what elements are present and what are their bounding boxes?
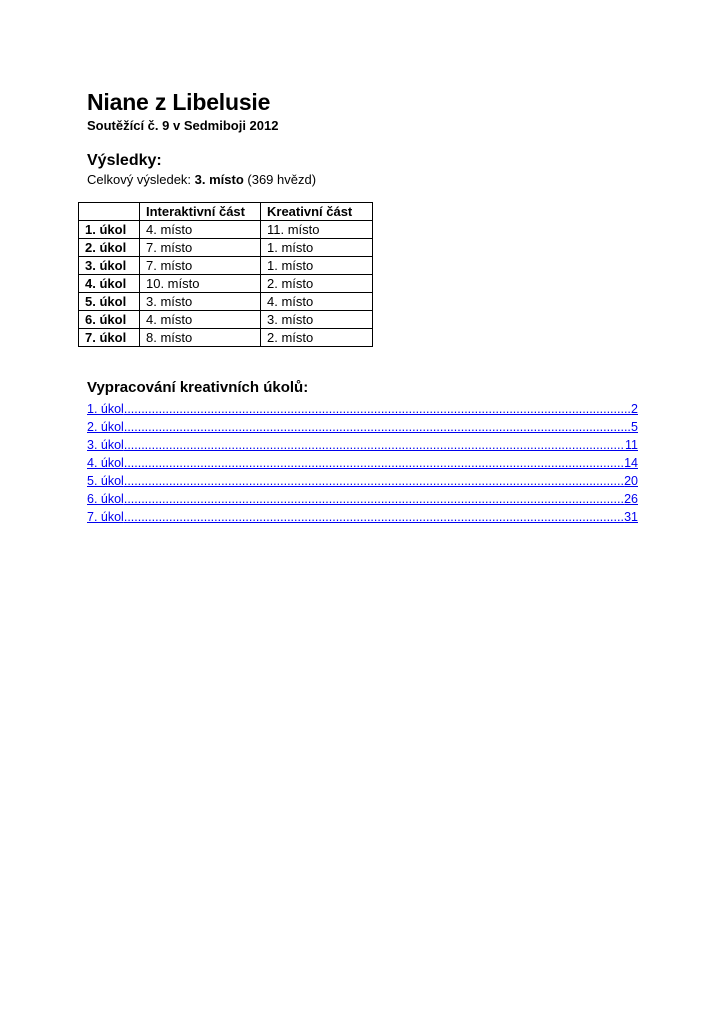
- toc-page-number: 14: [624, 456, 638, 470]
- table-cell-interactive: 10. místo: [140, 275, 261, 293]
- table-cell-interactive: 3. místo: [140, 293, 261, 311]
- toc-page-number: 11: [625, 438, 638, 452]
- toc-page-number: 2: [631, 402, 638, 416]
- table-cell-creative: 1. místo: [261, 239, 373, 257]
- toc-page-number: 5: [631, 420, 638, 434]
- table-cell-task: 5. úkol: [79, 293, 140, 311]
- toc-link-label: 1. úkol: [87, 402, 124, 416]
- toc-link-task-2[interactable]: [87, 418, 638, 436]
- toc-dot-leader: [124, 436, 625, 454]
- overall-result: [87, 171, 638, 189]
- table-cell-creative: 2. místo: [261, 275, 373, 293]
- table-row: [79, 311, 373, 329]
- table-cell-task: 1. úkol: [79, 221, 140, 239]
- table-row: [79, 239, 373, 257]
- table-of-contents: [87, 400, 638, 526]
- results-table: [78, 202, 373, 347]
- table-cell-interactive: 4. místo: [140, 311, 261, 329]
- toc-dot-leader: [124, 418, 631, 436]
- toc-link-task-3[interactable]: [87, 436, 638, 454]
- toc-link-label: 3. úkol: [87, 438, 124, 452]
- document-page: [87, 88, 638, 526]
- table-header-cell-creative: Kreativní část: [261, 203, 373, 221]
- toc-dot-leader: [124, 400, 631, 418]
- table-row: [79, 329, 373, 347]
- table-row: [79, 221, 373, 239]
- table-header-cell-interactive: Interaktivní část: [140, 203, 261, 221]
- table-cell-interactive: 4. místo: [140, 221, 261, 239]
- table-cell-interactive: 7. místo: [140, 257, 261, 275]
- table-cell-creative: 4. místo: [261, 293, 373, 311]
- table-row: [79, 275, 373, 293]
- table-cell-task: 4. úkol: [79, 275, 140, 293]
- toc-link-task-5[interactable]: [87, 472, 638, 490]
- toc-link-label: 6. úkol: [87, 492, 124, 506]
- table-row: [79, 257, 373, 275]
- table-cell-task: 7. úkol: [79, 329, 140, 347]
- toc-link-label: 5. úkol: [87, 474, 124, 488]
- toc-dot-leader: [124, 490, 624, 508]
- overall-result-prefix: Celkový výsledek:: [87, 172, 195, 187]
- results-heading: Výsledky:: [87, 152, 162, 169]
- table-cell-creative: 11. místo: [261, 221, 373, 239]
- toc-page-number: 20: [624, 474, 638, 488]
- table-cell-creative: 1. místo: [261, 257, 373, 275]
- table-cell-interactive: 8. místo: [140, 329, 261, 347]
- toc-link-label: 2. úkol: [87, 420, 124, 434]
- table-row: [79, 293, 373, 311]
- table-cell-creative: 2. místo: [261, 329, 373, 347]
- table-cell-task: 3. úkol: [79, 257, 140, 275]
- table-cell-creative: 3. místo: [261, 311, 373, 329]
- toc-page-number: 31: [624, 510, 638, 524]
- toc-dot-leader: [124, 508, 624, 526]
- table-cell-interactive: 7. místo: [140, 239, 261, 257]
- toc-link-task-7[interactable]: [87, 508, 638, 526]
- table-header-cell-task: [79, 203, 140, 221]
- document-title: Niane z Libelusie: [87, 89, 271, 115]
- toc-page-number: 26: [624, 492, 638, 506]
- overall-result-suffix: (369 hvězd): [243, 172, 317, 187]
- toc-link-task-1[interactable]: [87, 400, 638, 418]
- table-cell-task: 6. úkol: [79, 311, 140, 329]
- toc-link-label: 4. úkol: [87, 456, 124, 470]
- toc-dot-leader: [124, 454, 624, 472]
- overall-result-place: 3. místo: [194, 172, 244, 187]
- creative-heading: Vypracování kreativních úkolů:: [87, 379, 309, 396]
- table-header-row: [79, 203, 373, 221]
- toc-link-task-6[interactable]: [87, 490, 638, 508]
- table-cell-task: 2. úkol: [79, 239, 140, 257]
- document-subtitle: Soutěžící č. 9 v Sedmiboji 2012: [87, 118, 279, 133]
- toc-dot-leader: [124, 472, 624, 490]
- toc-link-task-4[interactable]: [87, 454, 638, 472]
- toc-link-label: 7. úkol: [87, 510, 124, 524]
